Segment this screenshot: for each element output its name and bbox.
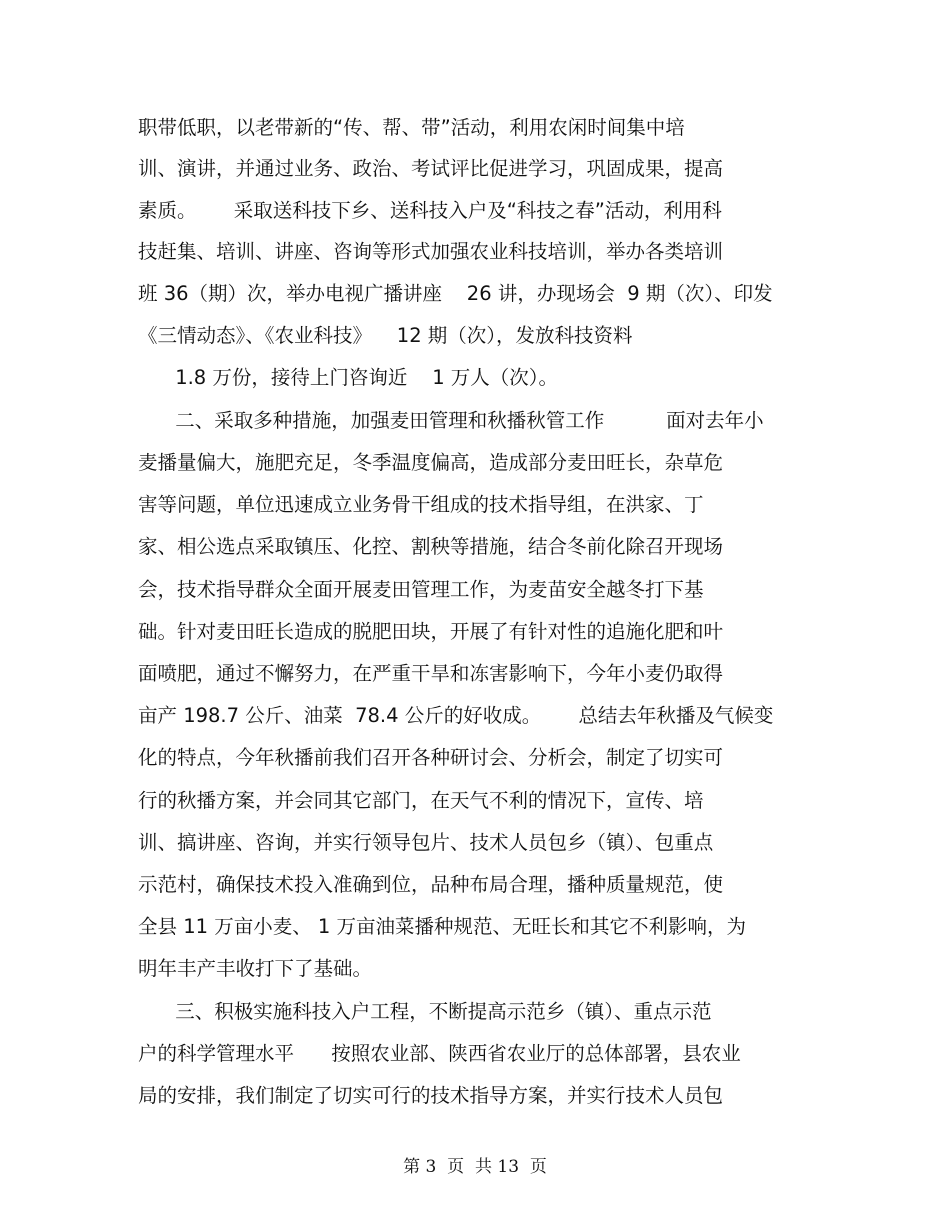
text-line: 户的科学管理水平 按照农业部、陕西省农业厅的总体部署，县农业: [138, 1042, 741, 1065]
text-line: 素质。 采取送科技下乡、送科技入户及“科技之春”活动，利用科: [138, 199, 722, 222]
page-number: 第 3 页 共 13 页: [403, 1157, 547, 1177]
text-line: 技赶集、培训、讲座、咨询等形式加强农业科技培训，举办各类培训: [138, 240, 724, 263]
text-line: 家、相公选点采取镇压、化控、割秧等措施，结合冬前化除召开现场: [138, 535, 724, 558]
text-line: 明年丰产丰收打下了基础。: [138, 957, 373, 980]
text-line: 化的特点，今年秋播前我们召开各种研讨会、分析会，制定了切实可: [138, 746, 724, 769]
text-line: 班 36（期）次，举办电视广播讲座 26 讲，办现场会 9 期（次）、印发: [138, 282, 773, 305]
text-line: 麦播量偏大，施肥充足，冬季温度偏高，造成部分麦田旺长，杂草危: [138, 451, 724, 474]
text-line: 训、搞讲座、咨询，并实行领导包片、技术人员包乡（镇）、包重点: [138, 831, 714, 854]
text-line: 职带低职，以老带新的“传、帮、带”活动，利用农闲时间集中培: [138, 116, 685, 139]
text-line: 三、积极实施科技入户工程，不断提高示范乡（镇）、重点示范: [138, 1000, 712, 1023]
text-line: 示范村，确保技术投入准确到位，品种布局合理，播种质量规范，使: [138, 873, 724, 896]
text-line: 《三情动态》、《农业科技》 12 期（次），发放科技资料: [138, 324, 633, 347]
text-line: 二、采取多种措施，加强麦田管理和秋播秋管工作 面对去年小: [138, 409, 764, 432]
text-line: 会，技术指导群众全面开展麦田管理工作，为麦苗安全越冬打下基: [138, 578, 704, 601]
text-line: 训、演讲，并通过业务、政治、考试评比促进学习，巩固成果，提高: [138, 157, 724, 180]
text-line: 亩产 198.7 公斤、油菜 78.4 公斤的好收成。 总结去年秋播及气候变: [138, 704, 774, 727]
text-line: 1.8 万份，接待上门咨询近 1 万人（次）。: [138, 366, 559, 389]
text-line: 害等问题，单位迅速成立业务骨干组成的技术指导组，在洪家、丁: [138, 493, 704, 516]
text-line: 础。针对麦田旺长造成的脱肥田块，开展了有针对性的追施化肥和叶: [138, 620, 724, 643]
text-line: 行的秋播方案，并会同其它部门，在天气不利的情况下，宣传、培: [138, 789, 704, 812]
text-line: 全县 11 万亩小麦、 1 万亩油菜播种规范、无旺长和其它不利影响，为: [138, 915, 747, 938]
text-line: 面喷肥，通过不懈努力，在严重干旱和冻害影响下，今年小麦仍取得: [138, 662, 724, 685]
text-line: 局的安排，我们制定了切实可行的技术指导方案，并实行技术人员包: [138, 1084, 724, 1107]
